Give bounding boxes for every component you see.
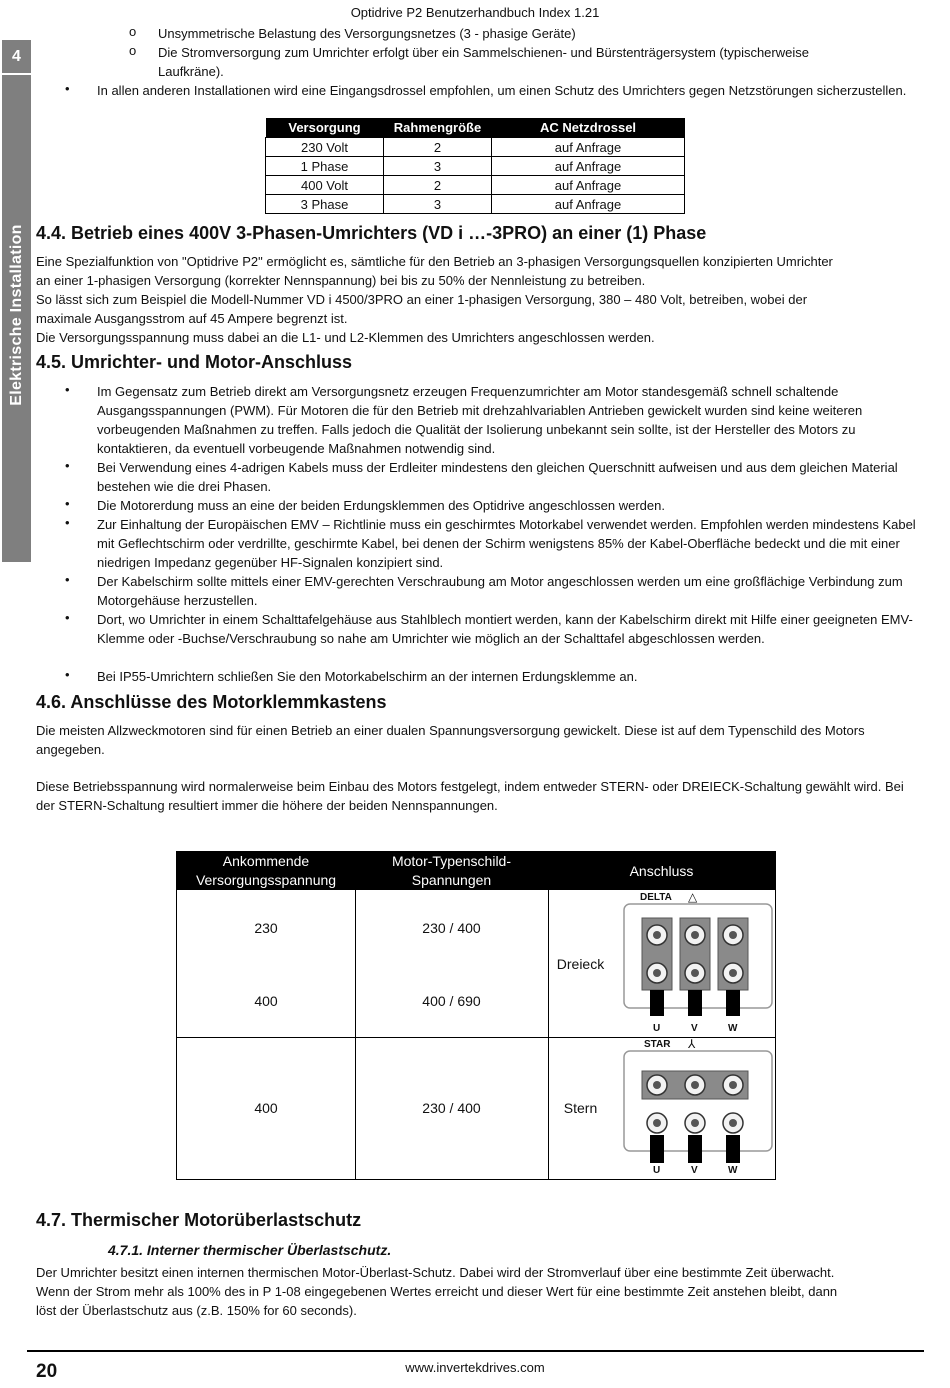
bullet-text: Bei IP55-Umrichtern schließen Sie den Motorkabelschirm an der internen Erdungsklemme an. <box>97 669 638 684</box>
sub-bullet-marker: o <box>129 24 137 39</box>
bullet-text: Dort, wo Umrichter in einem Schalttafelgehäuse aus Stahlblech montiert werden, kann der Kabelschirm direkt mit Hilfe einer geeigneten EMV-Klemme oder -Buchse/Verschraubung so nahe am Umrichter wie möglich an der Schalttafel abgeschlossen werden. <box>97 612 913 646</box>
terminal-label: V <box>691 1165 698 1176</box>
section-heading-4-6: 4.6. Anschlüsse des Motorklemmkastens <box>36 692 387 712</box>
table-cell: auf Anfrage <box>492 157 685 176</box>
paragraph-line: löst der Überlastschutz aus (z.B. 150% for 60 seconds). <box>36 1303 357 1318</box>
table-cell: 230 / 400 <box>422 919 481 936</box>
table-header: Motor-Typenschild-Spannungen <box>391 853 512 888</box>
table-row <box>266 176 685 195</box>
delta-connection-diagram <box>618 890 774 1037</box>
diagram-label: STAR <box>644 1039 671 1050</box>
table-cell: 400 / 690 <box>422 992 481 1009</box>
table-row <box>266 195 685 214</box>
terminal-label: U <box>653 1023 661 1034</box>
bullet-text: Im Gegensatz zum Betrieb direkt am Versorgungsnetz erzeugen Frequenzumrichter am Motor standesgemäß schnell schaltende Ausgangsspannungen (PWM). Für Motoren die für den Betrieb mit drehzahlvariablen Antrieben gewickelt wurden sind keine weiteren vorbeugenden Maßnahmen zu treffen. Falls jedoch die Qualität der Isolierung unbekannt sein sollte, ist der Hersteller des Motors zu kontaktieren, da eventuell vorbeugende Maßnahmen notwendig sind. <box>97 384 863 456</box>
table-header-row <box>266 118 685 138</box>
table-cell: 2 <box>384 176 492 195</box>
table-cell: 230 <box>254 919 278 936</box>
paragraph: Diese Betriebsspannung wird normalerweise beim Einbau des Motors festgelegt, indem entweder STERN- oder DREIECK-Schaltung gewählt wird. Bei der STERN-Schaltung resultiert immer die höhere der beiden Nennspannungen. <box>36 779 904 813</box>
section-heading-4-5: 4.5. Umrichter- und Motor-Anschluss <box>36 352 353 372</box>
bullet-text: In allen anderen Installationen wird eine Eingangsdrossel empfohlen, um einen Schutz des Umrichters gegen Netzstörungen sicherzustellen. <box>97 83 907 98</box>
paragraph-line: Der Umrichter besitzt einen internen thermischen Motor-Überlast-Schutz. Dabei wird der Stromverlauf über eine bestimmte Zeit überwacht. <box>36 1265 835 1280</box>
terminal-block-delta-graphic <box>618 890 774 1037</box>
table-cell: Dreieck <box>556 955 605 972</box>
table-header: Rahmengröße <box>384 118 492 138</box>
page-header: Optidrive P2 Benutzerhandbuch Index 1.21 <box>350 5 600 20</box>
table-cell: Stern <box>563 1100 598 1116</box>
table-cell: auf Anfrage <box>492 176 685 195</box>
table-cell: 400 <box>254 1100 278 1116</box>
table-row <box>266 157 685 176</box>
bullet-marker: • <box>65 610 70 625</box>
subsection-heading-4-7-1: 4.7.1. Interner thermischer Überlastschutz. <box>108 1242 392 1258</box>
table-cell: 230 Volt <box>266 138 384 157</box>
paragraph-line: Wenn der Strom mehr als 100% des in P 1-08 eingegebenen Wertes erreicht und dieser Wert für eine bestimmte Zeit anstehen bleibt, dann <box>36 1284 838 1299</box>
table-cell: 230 / 400 <box>422 1100 481 1116</box>
table-header: Versorgung <box>266 118 384 138</box>
bullet-marker: • <box>65 496 70 511</box>
section-4-4-body <box>36 252 916 347</box>
bullet-marker: • <box>65 458 70 473</box>
bullet-text: Bei Verwendung eines 4-adrigen Kabels muss der Erdleiter mindestens den gleichen Querschnitt aufweisen und aus dem gleichen Material bestehen wie die drei Phasen. <box>97 460 898 494</box>
bullet-text: Die Motorerdung muss an eine der beiden Erdungsklemmen des Optidrive angeschlossen werden. <box>97 498 665 513</box>
terminal-label: U <box>653 1165 661 1176</box>
paragraph-line: Eine Spezialfunktion von "Optidrive P2" ermöglicht es, sämtliche für den Betrieb an 3-phasigen Versorgungsquellen konzipierten Umrichter <box>36 254 833 269</box>
terminal-label: W <box>728 1165 738 1176</box>
chapter-title: Elektrische Installation <box>7 224 25 406</box>
bullet-marker: • <box>65 382 70 397</box>
sub-bullet-marker: o <box>129 43 137 58</box>
section-heading-4-7: 4.7. Thermischer Motorüberlastschutz <box>36 1210 362 1230</box>
table-header: Ankommende Versorgungsspannung <box>195 853 337 888</box>
table-cell: 3 Phase <box>266 195 384 214</box>
table-cell: 3 <box>384 157 492 176</box>
footer-rule <box>27 1350 924 1352</box>
terminal-label: V <box>691 1023 698 1034</box>
table-cell: auf Anfrage <box>492 138 685 157</box>
table-cell: 1 Phase <box>266 157 384 176</box>
table-cell: 400 <box>254 992 278 1009</box>
table-cell: auf Anfrage <box>492 195 685 214</box>
table-cell: 3 <box>384 195 492 214</box>
paragraph-line: an einer 1-phasigen Versorgung (korrekter Nennspannung) bei bis zu 50% der Nennleistung zu betreiben. <box>36 273 646 288</box>
table-row <box>266 138 685 157</box>
motor-connection-table <box>176 851 776 1180</box>
sub-bullet-text: Unsymmetrische Belastung des Versorgungsnetzes (3 - phasige Geräte) <box>158 26 576 41</box>
delta-symbol-icon: △ <box>688 890 698 904</box>
page-number: 20 <box>36 1361 58 1382</box>
star-symbol-icon: ⅄ <box>688 1037 696 1051</box>
table-header-row <box>177 852 775 890</box>
bullet-text: Der Kabelschirm sollte mittels einer EMV-gerechten Verschraubung am Motor angeschlossen werden um eine großflächige Verbindung zum Motorgehäuse herzustellen. <box>97 574 903 608</box>
footer-url: www.invertekdrives.com <box>405 1360 545 1375</box>
section-heading-4-4: 4.4. Betrieb eines 400V 3-Phasen-Umrichters (VD i …-3PRO) an einer (1) Phase <box>36 223 707 243</box>
diagram-label: DELTA <box>640 892 672 903</box>
bullet-marker: • <box>65 572 70 587</box>
paragraph: Die meisten Allzweckmotoren sind für einen Betrieb an einer dualen Spannungsversorgung gewickelt. Diese ist auf dem Typenschild des Motors angegeben. <box>36 723 865 757</box>
star-connection-diagram <box>618 1037 774 1179</box>
table-cell: 2 <box>384 138 492 157</box>
table-header: AC Netzdrossel <box>492 118 685 138</box>
table-cell: 400 Volt <box>266 176 384 195</box>
paragraph-line: So lässt sich zum Beispiel die Modell-Nummer VD i 4500/3PRO an einer 1-phasigen Versorgung, 380 – 480 Volt, betreiben, wobei der <box>36 292 808 307</box>
chapter-title-vertical <box>2 75 31 555</box>
chapter-number: 4 <box>2 40 31 75</box>
paragraph-line: maximale Ausgangsstrom auf 45 Ampere begrenzt ist. <box>36 311 348 326</box>
bullet-marker: • <box>65 515 70 530</box>
terminal-block-star-graphic <box>618 1037 774 1179</box>
paragraph-line: Die Versorgungsspannung muss dabei an die L1- und L2-Klemmen des Umrichters angeschlossen werden. <box>36 330 655 345</box>
bullet-marker: • <box>65 81 70 96</box>
sub-bullet-text: Die Stromversorgung zum Umrichter erfolgt über ein Sammelschienen- und Bürstenträgersystem (typischerweise Laufkräne). <box>158 45 809 79</box>
table-header: Anschluss <box>629 862 694 879</box>
terminal-label: W <box>728 1023 738 1034</box>
choke-table <box>265 118 685 214</box>
bullet-text: Zur Einhaltung der Europäischen EMV – Richtlinie muss ein geschirmtes Motorkabel verwendet werden. Empfohlen werden mindestens Kabel mit Geflechtschirm oder verdrillte, geschirmte Kabel, bei denen der Schirm wenigstens 85% der Kabel-Oberfläche bedeckt und die mit einer niedrigen Impedanz gegenüber HF-Signalen konzipiert sind. <box>97 517 916 570</box>
bullet-marker: • <box>65 667 70 682</box>
section-4-7-body <box>36 1263 916 1320</box>
